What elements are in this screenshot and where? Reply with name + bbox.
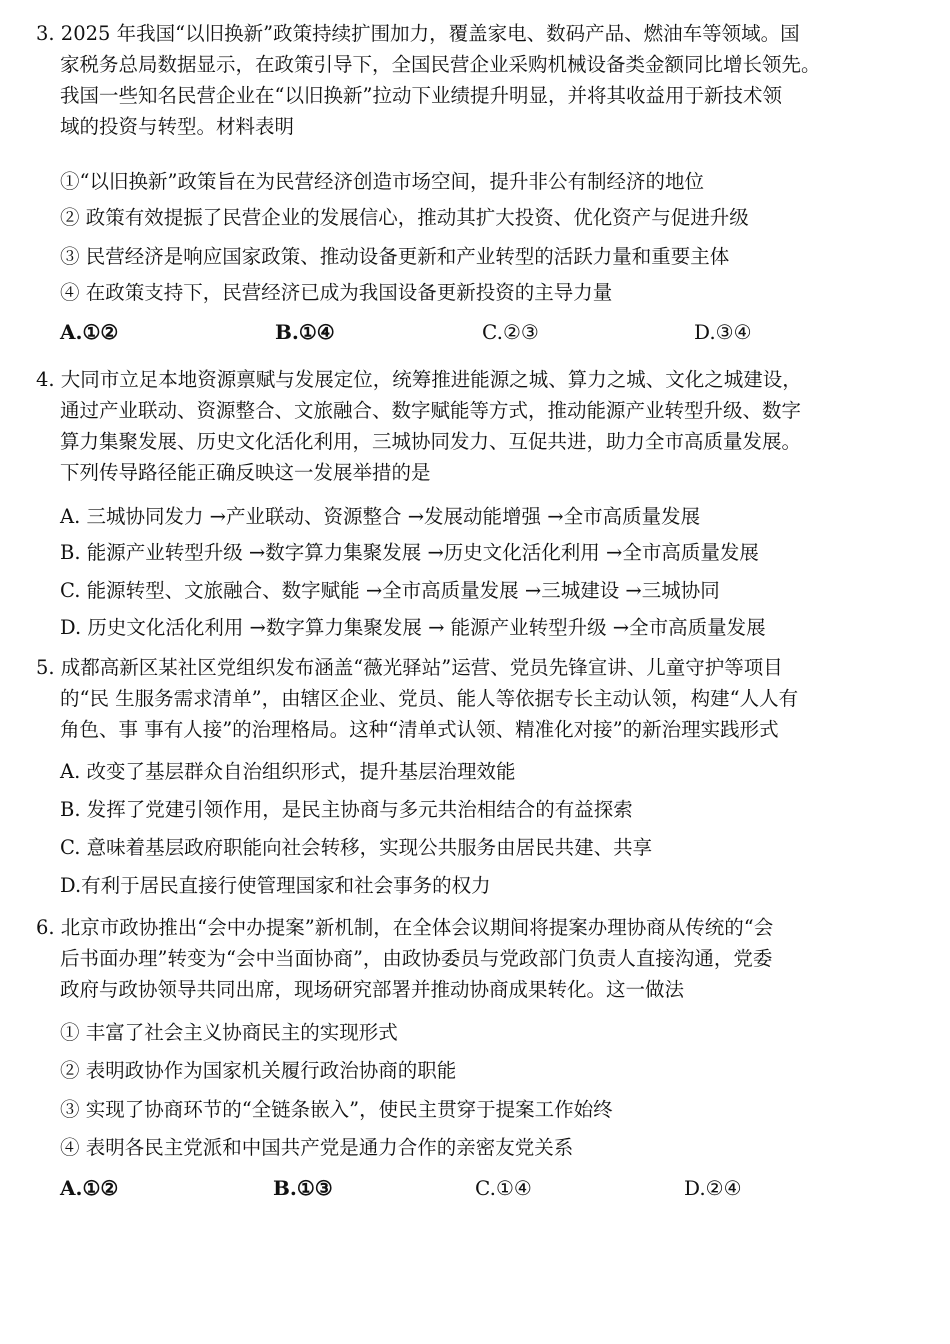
question-3-stem <box>36 18 916 142</box>
question-4-stem <box>36 364 916 488</box>
question-6-choice-c[interactable]: C.①④ <box>475 1176 532 1200</box>
question-3-statement-1: ①“以旧换新”政策旨在为民营经济创造市场空间，提升非公有制经济的地位 <box>60 170 704 193</box>
question-3-statement-4: ④ 在政策支持下，民营经济已成为我国设备更新投资的主导力量 <box>60 281 613 304</box>
question-6-choice-a[interactable]: A.①② <box>60 1176 119 1200</box>
question-5-line-3: 角色、事 事有人接”的治理格局。这种“清单式认领、精准化对接”的新治理实践形式 <box>60 718 779 741</box>
question-4-option-b[interactable]: B. 能源产业转型升级 →数字算力集聚发展 →历史文化活化利用 →全市高质量发展 <box>60 541 759 564</box>
question-4-line-3: 算力集聚发展、历史文化活化利用，三城协同发力、互促共进，助力全市高质量发展。 <box>60 430 802 453</box>
question-6-choice-b[interactable]: B.①③ <box>273 1176 333 1200</box>
question-5-option-b[interactable]: B. 发挥了党建引领作用，是民主协商与多元共治相结合的有益探索 <box>60 798 633 821</box>
question-6-choices <box>60 1176 820 1208</box>
question-4-line-4: 下列传导路径能正确反映这一发展举措的是 <box>60 461 431 484</box>
question-3-choice-b[interactable]: B.①④ <box>275 320 335 344</box>
question-6-statement-2: ② 表明政协作为国家机关履行政治协商的职能 <box>60 1059 457 1082</box>
question-3-statement-3: ③ 民营经济是响应国家政策、推动设备更新和产业转型的活跃力量和重要主体 <box>60 245 730 268</box>
question-6-statement-3: ③ 实现了协商环节的“全链条嵌入”，使民主贯穿于提案工作始终 <box>60 1098 613 1121</box>
question-6-choice-d[interactable]: D.②④ <box>684 1176 742 1200</box>
question-3-line-1: 3. 2025 年我国“以旧换新”政策持续扩围加力，覆盖家电、数码产品、燃油车等领域。国 <box>36 22 800 45</box>
question-3-choice-d[interactable]: D.③④ <box>694 320 752 344</box>
question-5-stem <box>36 652 916 745</box>
question-3-line-3: 我国一些知名民营企业在“以旧换新”拉动下业绩提升明显，并将其收益用于新技术领 <box>60 84 782 107</box>
question-4-line-1: 4. 大同市立足本地资源禀赋与发展定位，统筹推进能源之城、算力之城、文化之城建设， <box>36 368 802 391</box>
question-4-line-2: 通过产业联动、资源整合、文旅融合、数字赋能等方式，推动能源产业转型升级、数字 <box>60 399 802 422</box>
question-5-line-2: 的“民 生服务需求清单”，由辖区企业、党员、能人等依据专长主动认领，构建“人人有 <box>60 687 799 710</box>
question-3-line-2: 家税务总局数据显示，在政策引导下，全国民营企业采购机械设备类金额同比增长领先。 <box>60 53 821 76</box>
question-3-choices <box>60 320 820 352</box>
question-3-statement-2: ② 政策有效提振了民营企业的发展信心，推动其扩大投资、优化资产与促进升级 <box>60 206 749 229</box>
question-3-choice-a[interactable]: A.①② <box>60 320 119 344</box>
question-5-option-d[interactable]: D.有利于居民直接行使管理国家和社会事务的权力 <box>60 874 491 897</box>
question-6-line-2: 后书面办理”转变为“会中当面协商”，由政协委员与党政部门负责人直接沟通，党委 <box>60 947 773 970</box>
question-4-option-a[interactable]: A. 三城协同发力 →产业联动、资源整合 →发展动能增强 →全市高质量发展 <box>60 505 701 528</box>
question-6-stem <box>36 912 916 1005</box>
question-3-choice-c[interactable]: C.②③ <box>482 320 539 344</box>
question-6-statement-1: ① 丰富了社会主义协商民主的实现形式 <box>60 1021 398 1044</box>
question-4-option-d[interactable]: D. 历史文化活化利用 →数字算力集聚发展 → 能源产业转型升级 →全市高质量发展 <box>60 616 766 639</box>
question-3-line-4: 域的投资与转型。材料表明 <box>60 115 295 138</box>
question-4-option-c[interactable]: C. 能源转型、文旅融合、数字赋能 →全市高质量发展 →三城建设 →三城协同 <box>60 579 720 602</box>
question-5-line-1: 5. 成都高新区某社区党组织发布涵盖“薇光驿站”运营、党员先锋宣讲、儿童守护等项目 <box>36 656 783 679</box>
question-6-statement-4: ④ 表明各民主党派和中国共产党是通力合作的亲密友党关系 <box>60 1136 574 1159</box>
question-6-line-1: 6. 北京市政协推出“会中办提案”新机制，在全体会议期间将提案办理协商从传统的“会 <box>36 916 774 939</box>
question-5-option-a[interactable]: A. 改变了基层群众自治组织形式，提升基层治理效能 <box>60 760 516 783</box>
question-6-line-3: 政府与政协领导共同出席，现场研究部署并推动协商成果转化。这一做法 <box>60 978 685 1001</box>
question-5-option-c[interactable]: C. 意味着基层政府职能向社会转移，实现公共服务由居民共建、共享 <box>60 836 653 859</box>
